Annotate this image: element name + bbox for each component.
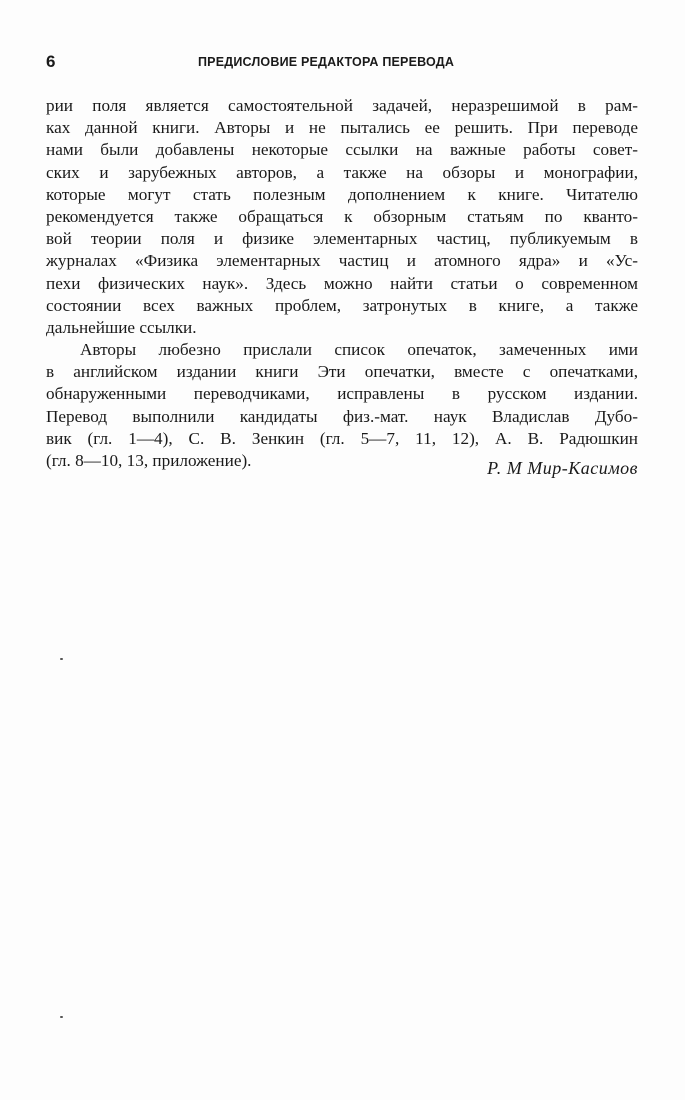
- text-line: состоянии всех важных проблем, затронутых в книге, а также: [46, 295, 638, 315]
- text-line: в английском издании книги Эти опечатки, вместе с опечатками,: [46, 362, 638, 382]
- text-line: Авторы любезно прислали список опечаток, замеченных ими: [80, 340, 638, 360]
- text-line: (гл. 8—10, 13, приложение).: [46, 451, 252, 470]
- text-line: обнаруженными переводчиками, исправлены в русском издании.: [46, 384, 638, 404]
- text-line: журналах «Физика элементарных частиц и атомного ядра» и «Ус-: [46, 251, 638, 271]
- body-text: [46, 95, 638, 472]
- text-line: дальнейшие ссылки.: [46, 317, 197, 337]
- text-line: вик (гл. 1—4), С. В. Зенкин (гл. 5—7, 11, 12), А. В. Радюшкин: [46, 428, 638, 448]
- running-title: ПРЕДИСЛОВИЕ РЕДАКТОРА ПЕРЕВОДА: [198, 55, 455, 69]
- print-speck: [60, 658, 63, 660]
- text-line: ках данной книги. Авторы и не пытались ее решить. При переводе: [46, 118, 638, 138]
- text-line: пехи физических наук». Здесь можно найти статьи о современном: [46, 273, 638, 293]
- text-line: рекомендуется также обращаться к обзорным статьям по кванто-: [46, 206, 638, 226]
- text-line: Перевод выполнили кандидаты физ.-мат. наук Владислав Дубо-: [46, 406, 638, 426]
- running-head: [46, 52, 638, 74]
- text-line: вой теории поля и физике элементарных частиц, публикуемым в: [46, 229, 638, 249]
- signature: Р. М Мир-Касимов: [487, 458, 638, 478]
- text-line: рии поля является самостоятельной задачей, неразрешимой в рам-: [46, 96, 638, 115]
- print-speck: [60, 1016, 63, 1018]
- text-line: ских и зарубежных авторов, а также на обзоры и монографии,: [46, 162, 638, 182]
- text-line: нами были добавлены некоторые ссылки на важные работы совет-: [46, 140, 638, 160]
- page-number: 6: [46, 52, 56, 71]
- text-line: которые могут стать полезным дополнением к книге. Читателю: [46, 184, 638, 204]
